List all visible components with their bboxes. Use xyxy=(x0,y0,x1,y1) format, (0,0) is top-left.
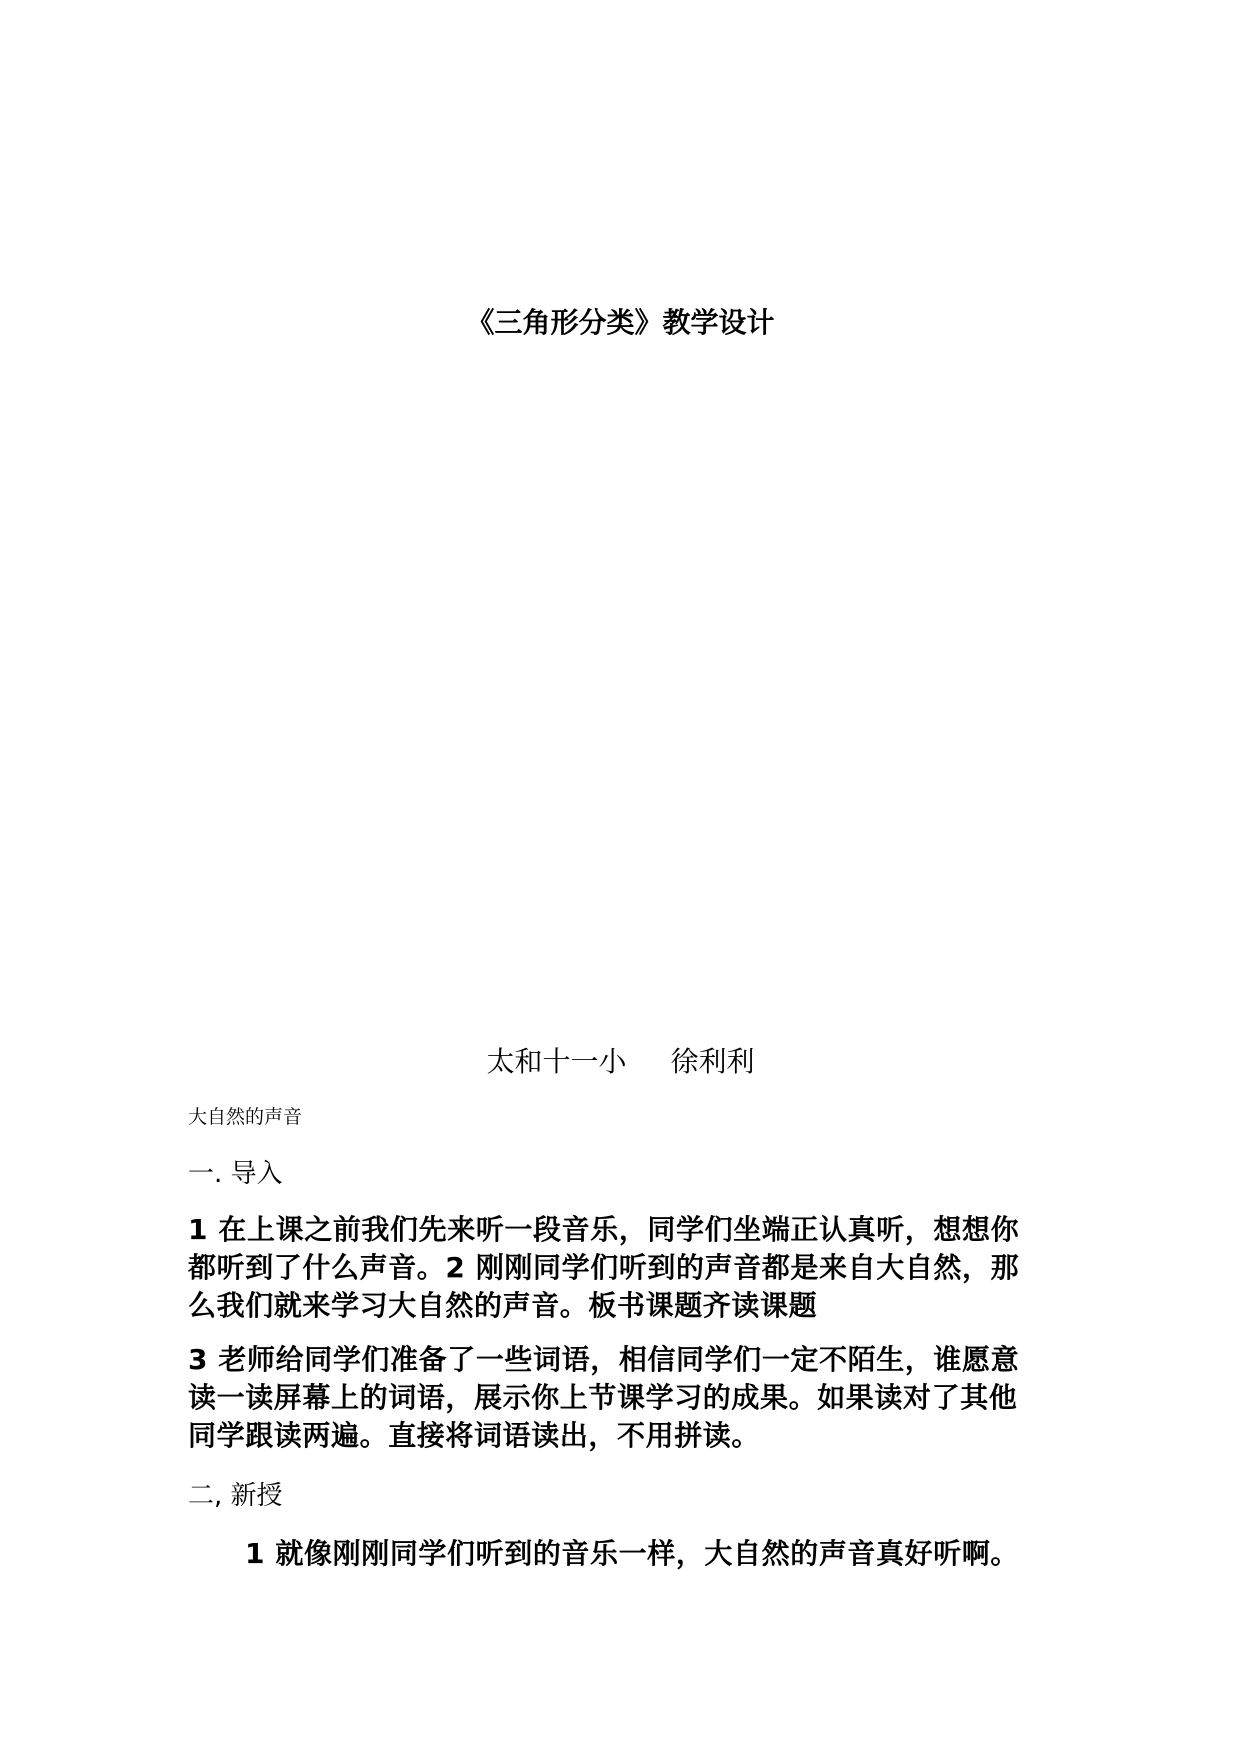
author-name: 徐利利 xyxy=(670,1045,755,1078)
paragraph-line: 都听到了什么声音。2 刚刚同学们听到的声音都是来自大自然，那 xyxy=(188,1251,1020,1284)
paragraph-line: 么我们就来学习大自然的声音。板书课题齐读课题 xyxy=(188,1289,818,1322)
section-heading-intro: 一. 导入 xyxy=(188,1159,283,1189)
paragraph-line: 同学跟读两遍。直接将词语读出，不用拼读。 xyxy=(188,1419,761,1452)
intro-paragraph-2 xyxy=(188,1341,1048,1455)
author-line xyxy=(0,1042,1241,1082)
lesson-subject: 大自然的声音 xyxy=(188,1106,303,1128)
intro-paragraph-1 xyxy=(188,1211,1048,1325)
paragraph-line: 1 在上课之前我们先来听一段音乐，同学们坐端正认真听，想想你 xyxy=(188,1213,1020,1246)
paragraph-line: 3 老师给同学们准备了一些词语，相信同学们一定不陌生，谁愿意 xyxy=(188,1343,1020,1376)
section-heading-new-lesson: 二, 新授 xyxy=(188,1481,283,1511)
author-school: 太和十一小 xyxy=(486,1045,627,1078)
document-title: 《三角形分类》教学设计 xyxy=(466,306,775,339)
new-lesson-paragraph-1: 1 就像刚刚同学们听到的音乐一样，大自然的声音真好听啊。 xyxy=(245,1537,1020,1570)
paragraph-line: 读一读屏幕上的词语，展示你上节课学习的成果。如果读对了其他 xyxy=(188,1381,1018,1414)
